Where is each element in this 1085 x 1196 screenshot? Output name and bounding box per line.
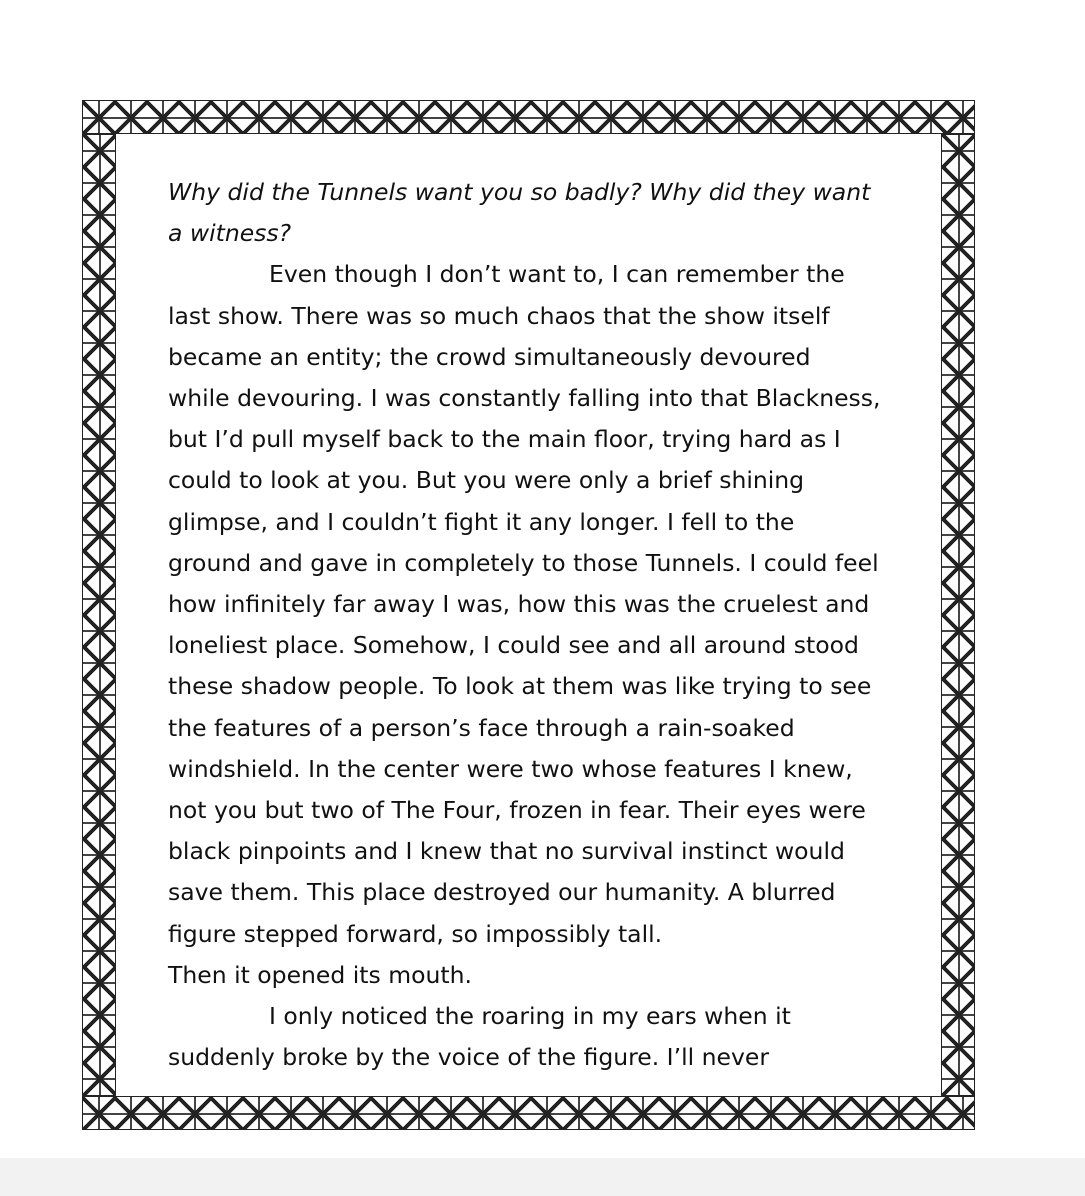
frame-border-left xyxy=(82,134,116,1096)
text-line: a witness? xyxy=(168,219,292,248)
text-line: while devouring. I was constantly falling into that Blackness, xyxy=(168,384,881,413)
frame-border-bottom xyxy=(82,1096,975,1130)
text-line: I only noticed the roaring in my ears when it xyxy=(269,1002,791,1031)
text-line: not you but two of The Four, frozen in fear. Their eyes were xyxy=(168,796,866,825)
text-line: ground and gave in completely to those Tunnels. I could feel xyxy=(168,548,879,577)
text-line: save them. This place destroyed our humanity. A blurred xyxy=(168,878,836,907)
text-line: how infinitely far away I was, how this was the cruelest and xyxy=(168,590,870,619)
text-line: suddenly broke by the voice of the figure. I’ll never xyxy=(168,1043,769,1072)
text-line: could to look at you. But you were only a brief shining xyxy=(168,466,805,495)
text-line: Why did the Tunnels want you so badly? Why did they want xyxy=(168,178,871,206)
text-line: became an entity; the crowd simultaneously devoured xyxy=(168,342,811,371)
text-line: the features of a person’s face through a rain-soaked xyxy=(168,713,795,742)
text-line: loneliest place. Somehow, I could see and all around stood xyxy=(168,631,859,660)
frame-border-right xyxy=(941,134,975,1096)
text-line: but I’d pull myself back to the main floor, trying hard as I xyxy=(168,425,841,454)
text-line: windshield. In the center were two whose features I knew, xyxy=(168,754,853,783)
text-line: figure stepped forward, so impossibly tall. xyxy=(168,919,663,948)
text-line: these shadow people. To look at them was like trying to see xyxy=(168,672,872,701)
text-line: black pinpoints and I knew that no survival instinct would xyxy=(168,837,845,866)
text-line: Then it opened its mouth. xyxy=(168,960,472,989)
text-line: glimpse, and I couldn’t fight it any longer. I fell to the xyxy=(168,507,795,536)
frame-border-top xyxy=(82,100,975,134)
page-bottom-band xyxy=(0,1158,1085,1196)
text-line: Even though I don’t want to, I can remember the xyxy=(269,260,845,289)
page-body-text xyxy=(168,172,908,1078)
text-line: last show. There was so much chaos that the show itself xyxy=(168,301,830,330)
